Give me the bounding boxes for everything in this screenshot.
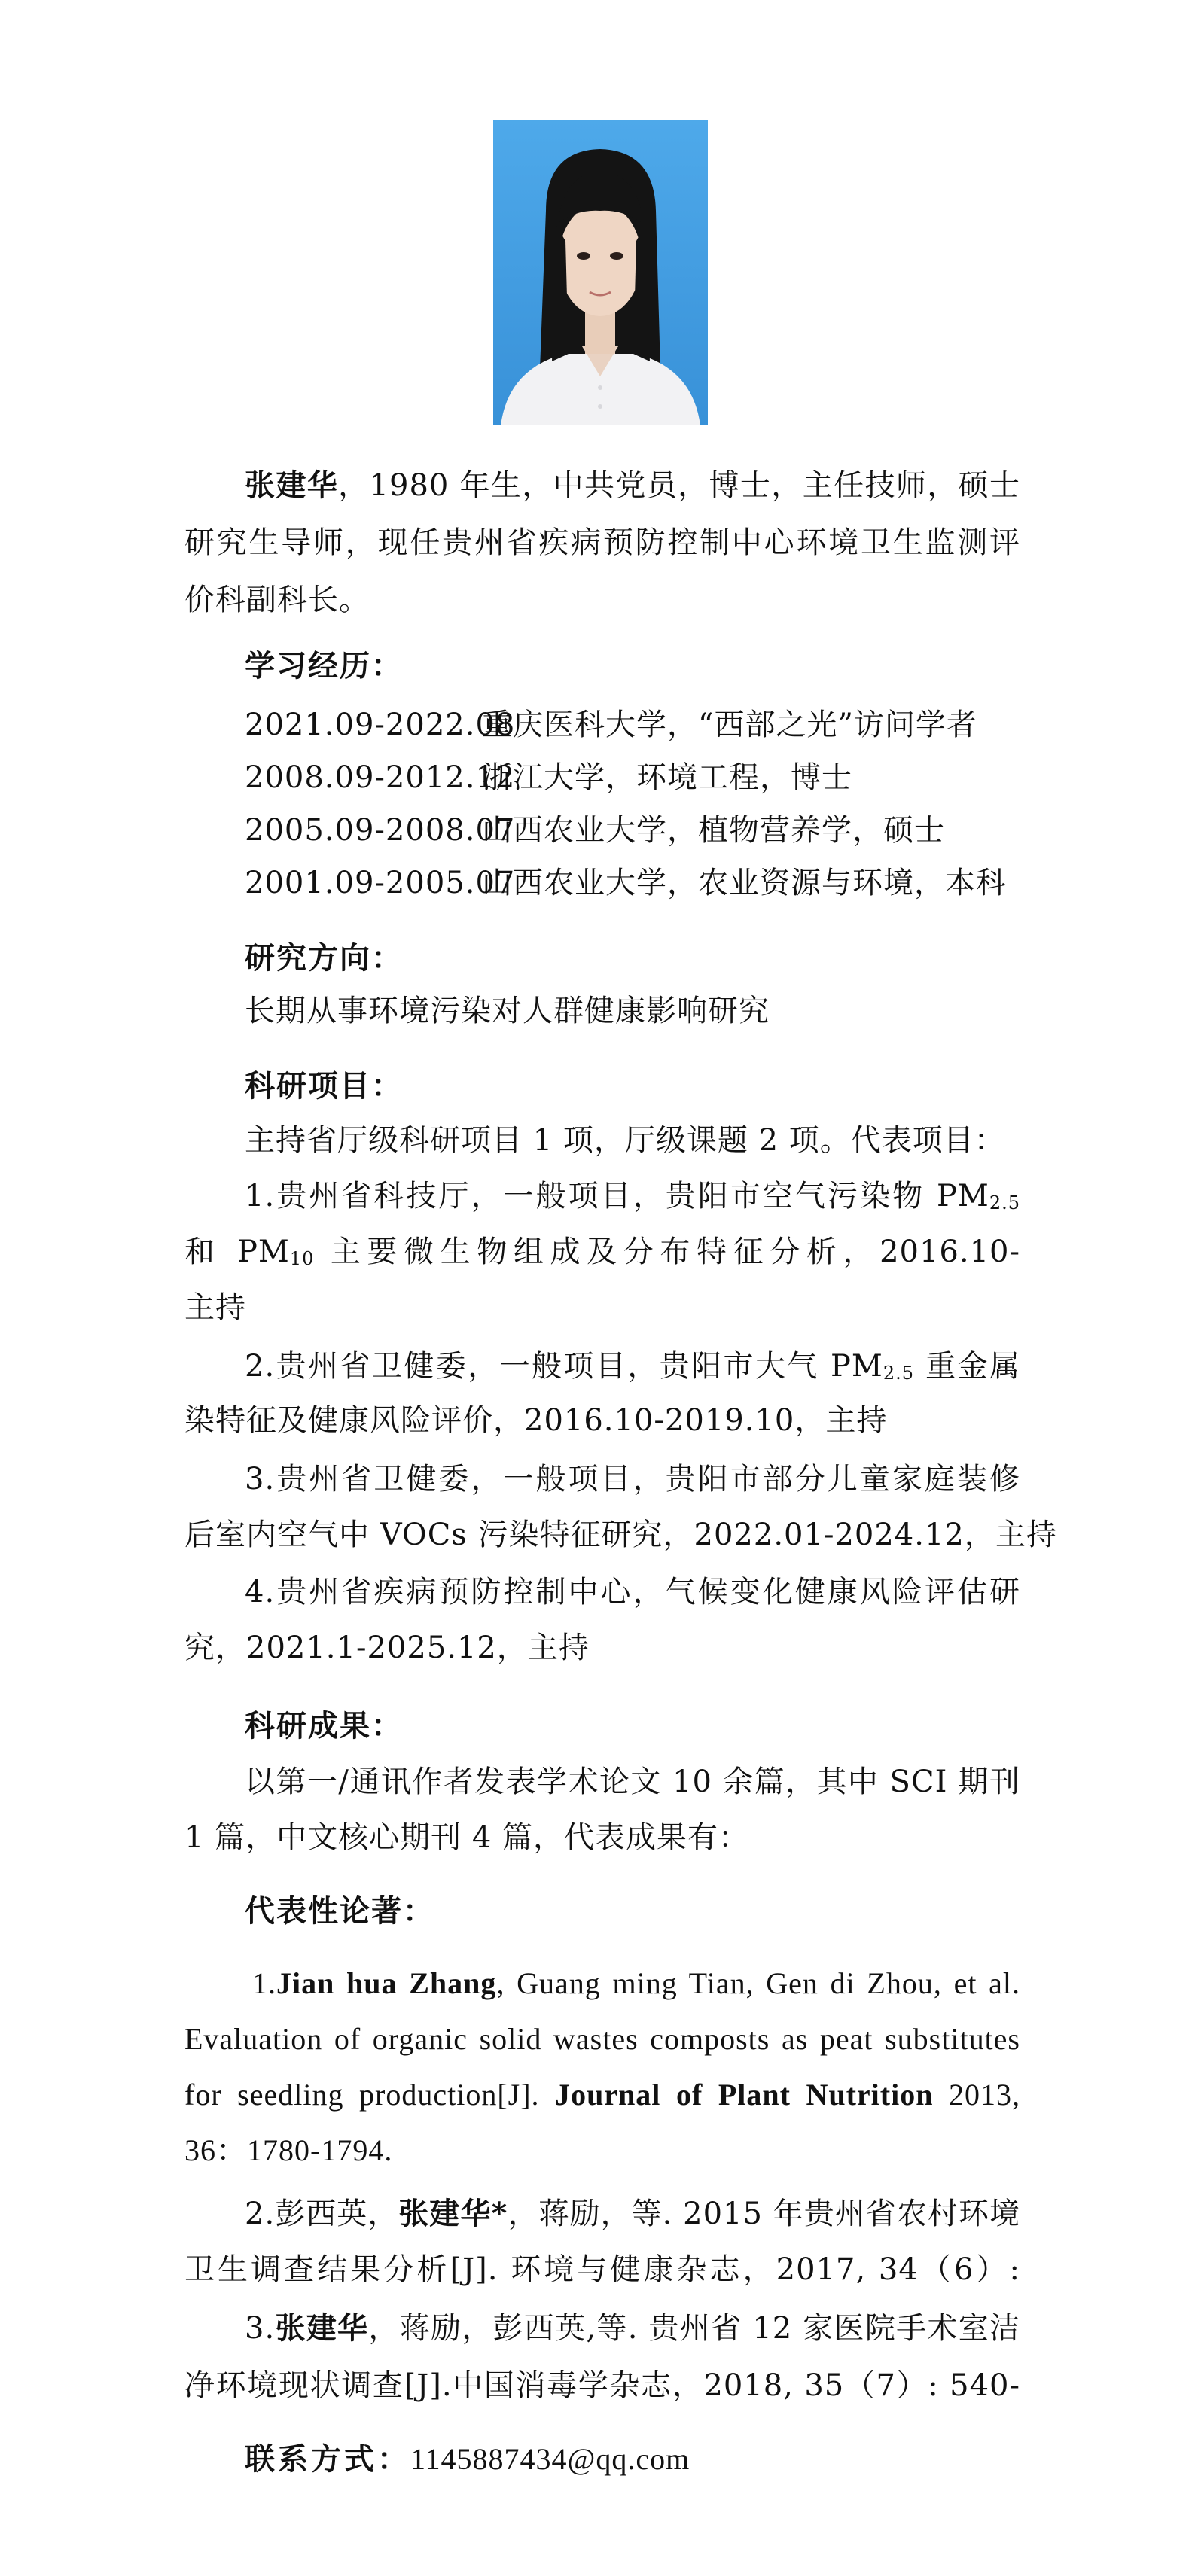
project-2-line-2: 染特征及健康风险评价，2016.10-2019.10，主持 xyxy=(184,1403,888,1438)
achievements-line-2: 1 篇，中文核心期刊 4 篇，代表成果有： xyxy=(184,1820,750,1855)
paper-1-journal: Journal of Plant Nutrition xyxy=(555,2078,934,2112)
subscript: 2.5 xyxy=(989,1192,1020,1213)
project-1-text: 1.贵州省科技厅，一般项目，贵阳市空气污染物 PM xyxy=(245,1179,989,1213)
paper-2-text: ，蒋励，等. 2015 年贵州省农村环境 xyxy=(508,2197,1020,2231)
paper-1-text: for seedling production[J]. xyxy=(184,2078,556,2112)
project-1-text: 和 PM xyxy=(184,1235,290,1269)
paper-3-text: ，蒋励，彭西英,等. 贵州省 12 家医院手术室洁 xyxy=(368,2311,1020,2346)
paper-2-line-2: 卫生调查结果分析[J]. 环境与健康杂志，2017, 34（6）: xyxy=(184,2252,1020,2287)
education-period: 2021.09-2022.08 xyxy=(245,708,516,742)
paper-1-line-2: Evaluation of organic solid wastes composts as peat substitutes xyxy=(184,2022,1020,2056)
paper-1-text: , Guang ming Tian, Gen di Zhou, et al. xyxy=(496,1966,1020,2000)
subscript: 2.5 xyxy=(883,1363,915,1384)
education-period: 2001.09-2005.07 xyxy=(245,866,516,900)
education-detail: 浙江大学，环境工程，博士 xyxy=(482,760,852,795)
paper-1-line-1 xyxy=(252,1961,1020,2006)
education-period: 2005.09-2008.07 xyxy=(245,813,516,848)
project-1-text: 主要微生物组成及分布特征分析，2016.10- xyxy=(330,1235,1020,1269)
intro-line-3: 价科副科长。 xyxy=(184,583,370,617)
education-item xyxy=(245,808,1020,853)
education-heading: 学习经历： xyxy=(245,648,403,684)
project-1-line-2 xyxy=(184,1229,1020,1274)
research-text: 长期从事环境污染对人群健康影响研究 xyxy=(245,994,770,1028)
paper-3-line-2: 净环境现状调查[J].中国消毒学杂志，2018, 35（7）: 540- xyxy=(184,2368,1020,2403)
paper-2-author: 张建华* xyxy=(398,2196,508,2231)
paper-2-text: 2.彭西英， xyxy=(245,2197,399,2231)
contact-label: 联系方式： xyxy=(245,2441,410,2477)
papers-heading: 代表性论著： xyxy=(245,1893,434,1929)
project-2-text: 重金属 xyxy=(925,1349,1020,1384)
paper-1-author: Jian hua Zhang xyxy=(276,1966,497,2000)
education-item xyxy=(245,860,1020,906)
project-2-line-1 xyxy=(245,1344,1020,1389)
paper-1-line-3 xyxy=(184,2072,1020,2118)
intro-line-1 xyxy=(245,463,1020,508)
subscript: 10 xyxy=(289,1248,315,1269)
projects-heading: 科研项目： xyxy=(245,1068,403,1104)
paper-1-text: 2013, xyxy=(933,2078,1020,2112)
paper-3-author: 张建华 xyxy=(275,2310,369,2346)
intro-line-1-text: ，1980 年生，中共党员，博士，主任技师，硕士 xyxy=(338,468,1020,503)
paper-2-line-1 xyxy=(245,2191,1020,2236)
intro-line-2: 研究生导师，现任贵州省疾病预防控制中心环境卫生监测评 xyxy=(184,525,1020,560)
project-1-line-3: 主持 xyxy=(184,1290,246,1325)
person-name: 张建华 xyxy=(245,467,339,503)
projects-summary: 主持省厅级科研项目 1 项，厅级课题 2 项。代表项目： xyxy=(245,1123,1005,1158)
education-detail: 重庆医科大学，“西部之光”访问学者 xyxy=(482,708,977,742)
project-3-line-1: 3.贵州省卫健委，一般项目，贵阳市部分儿童家庭装修 xyxy=(245,1462,1020,1497)
education-item xyxy=(245,702,1020,748)
project-3-line-2: 后室内空气中 VOCs 污染特征研究，2022.01-2024.12，主持 xyxy=(184,1518,1057,1552)
paper-1-line-4: 36：1780-1794. xyxy=(184,2133,393,2167)
education-item xyxy=(245,755,1020,800)
project-4-line-1: 4.贵州省疾病预防控制中心，气候变化健康风险评估研 xyxy=(245,1575,1020,1609)
contact-email: 1145887434@qq.com xyxy=(410,2442,690,2476)
achievements-heading: 科研成果： xyxy=(245,1708,403,1743)
portrait-photo xyxy=(493,120,708,425)
education-detail: 山西农业大学，农业资源与环境，本科 xyxy=(482,866,1007,900)
education-detail: 山西农业大学，植物营养学，硕士 xyxy=(482,813,945,848)
education-period: 2008.09-2012.12 xyxy=(245,760,516,795)
contact-line xyxy=(245,2437,1020,2482)
paper-3-number: 3. xyxy=(245,2311,276,2346)
project-1-line-1 xyxy=(245,1174,1020,1219)
research-heading: 研究方向： xyxy=(245,940,403,976)
paper-1-number: 1. xyxy=(252,1966,276,2000)
project-4-line-2: 究，2021.1-2025.12，主持 xyxy=(184,1631,590,1665)
paper-3-line-1 xyxy=(245,2306,1020,2351)
project-2-text: 2.贵州省卫健委，一般项目，贵阳市大气 PM xyxy=(245,1349,883,1384)
achievements-line-1: 以第一/通讯作者发表学术论文 10 余篇，其中 SCI 期刊 xyxy=(245,1765,1020,1799)
